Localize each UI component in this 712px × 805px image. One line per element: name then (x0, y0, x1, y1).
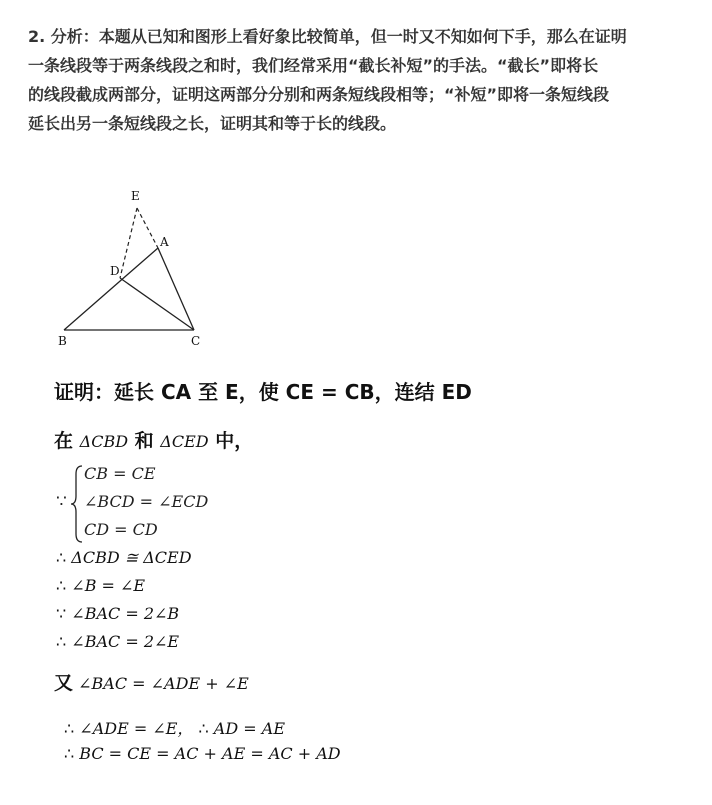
step-bac-sum (54, 668, 249, 695)
proof-title: 证明：延长 CA 至 E，使 CE = CB，连结 ED (54, 380, 472, 404)
because-symbol: ∵ (56, 604, 67, 623)
proof-in-triangles-line (54, 426, 253, 453)
step-angle-b-e (56, 576, 145, 595)
dashed-segment-ed (120, 208, 137, 278)
dashed-segment-ea (137, 208, 158, 248)
therefore-symbol: ∴ (64, 744, 75, 763)
condition-cb-ce: CB = CE (84, 464, 156, 483)
point-label-e: E (131, 189, 140, 203)
analysis-line-1: 2. 分析：本题从已知和图形上看好象比较简单，但一时又不知如何下手，那么在证明 (28, 27, 627, 46)
therefore-symbol: ∴ (56, 548, 67, 567)
triangle-cbd: ΔCBD (79, 432, 129, 451)
therefore-symbol: ∴ (64, 719, 75, 738)
analysis-line-2: 一条线段等于两条线段之和时，我们经常采用“截长补短”的手法。“截长”即将长 (28, 56, 599, 75)
also-word: 又 (54, 672, 74, 694)
triangle-ced: ΔCED (160, 432, 209, 451)
step-congruent (56, 548, 192, 567)
therefore-symbol: ∴ (56, 576, 67, 595)
therefore-symbol: ∴ (198, 719, 209, 738)
step-conclusion (64, 744, 341, 763)
analysis-paragraph (28, 22, 700, 138)
because-symbol: ∵ (56, 492, 67, 512)
step-text: ∠B = ∠E (71, 576, 146, 595)
step-bac-2e (56, 632, 179, 651)
point-label-c: C (191, 334, 201, 348)
condition-cd-cd: CD = CD (84, 520, 158, 539)
step-bac-2b (56, 604, 179, 623)
in-suffix: 中， (215, 430, 254, 452)
condition-group (56, 462, 276, 546)
point-label-b: B (58, 334, 67, 348)
step-text: ∠BAC = 2∠E (71, 632, 180, 651)
segment-ba (64, 248, 158, 330)
step-text: ∠BAC = ∠ADE + ∠E (78, 674, 249, 693)
analysis-line-3: 的线段截成两部分，证明这两部分分别和两条短线段相等；“补短”即将一条短线段 (28, 85, 610, 104)
left-brace-icon (70, 464, 84, 544)
triangle-diagram (50, 180, 220, 355)
step-text: AD = AE (213, 719, 285, 738)
step-text: ∠BAC = 2∠B (71, 604, 180, 623)
in-prefix: 在 (54, 430, 74, 452)
therefore-symbol: ∴ (56, 632, 67, 651)
analysis-line-4: 延长出另一条短线段之长，证明其和等于长的线段。 (28, 114, 397, 133)
step-ade-e (64, 716, 285, 739)
point-label-a: A (160, 235, 169, 249)
step-text: BC = CE = AC + AE = AC + AD (79, 744, 341, 763)
step-text: ΔCBD ≅ ΔCED (71, 548, 192, 567)
condition-angle-bcd-ecd: ∠BCD = ∠ECD (84, 492, 209, 511)
step-text: ∠ADE = ∠E， (79, 719, 194, 738)
point-label-d: D (110, 264, 120, 278)
and-word: 和 (134, 430, 154, 452)
geometry-figure (50, 180, 220, 355)
